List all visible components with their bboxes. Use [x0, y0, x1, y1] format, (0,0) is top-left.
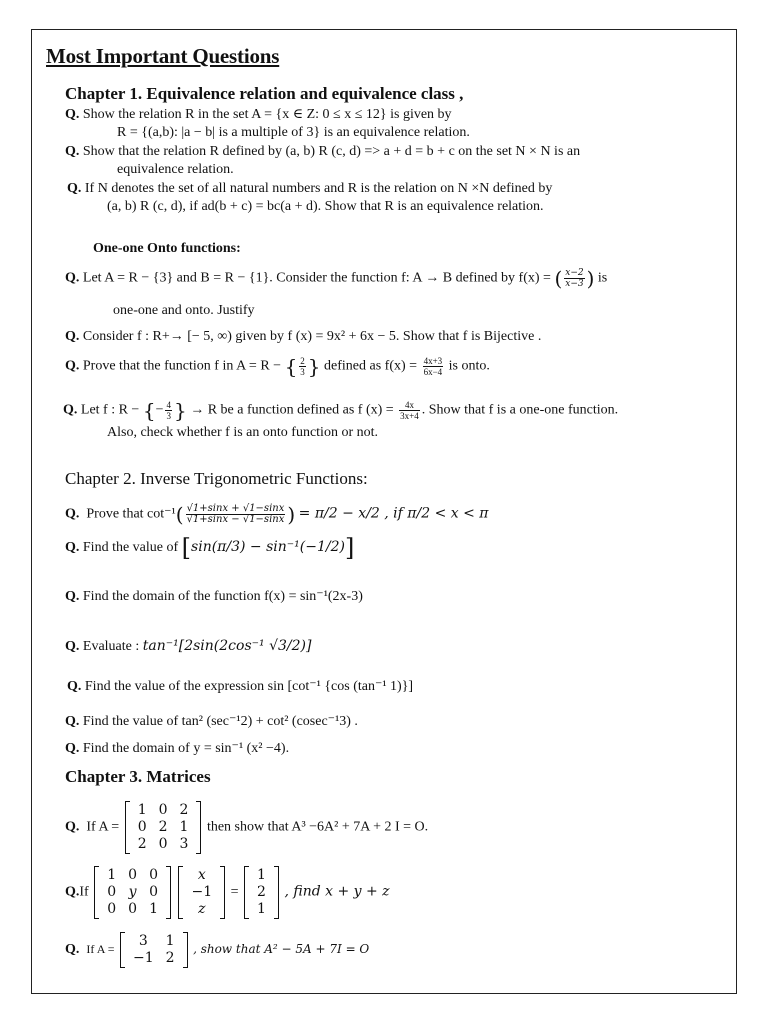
question-1-7-line2: Also, check whether f is an onto function or not.	[107, 425, 378, 440]
subheading-one-one-onto: One-one Onto functions:	[93, 241, 241, 256]
question-3-3: Q. If A = 3 1 −1 2 , show that A² − 5A + 7I = O	[65, 933, 370, 966]
question-2-6: Q. Find the value of tan² (sec⁻¹2) + cot² (cosec⁻¹3) .	[65, 714, 358, 729]
question-2-3: Q. Find the domain of the function f(x) = sin⁻¹(2x-3)	[65, 589, 363, 604]
question-1-4: Q. Let A = R − {3} and B = R − {1}. Consider the function f: A → B defined by f(x) = ( $\frac{x-2}{x-3}$ ) is	[65, 266, 608, 291]
coefficient-matrix: 1 0 0 0 y 0 0 0 1	[94, 866, 171, 919]
question-2-1: Q. Prove that cot⁻¹( $\frac{√1+\sin x + √1-\sin x}{√1+\sin x - √1-\sin x}$ ) = π/2 − x/2 , if π/2 < x < π	[65, 502, 489, 527]
question-1-6: Q. Prove that the function f in A = R − { $\frac{2}{3}$ } defined as f(x) = $\frac{4x+3}{6x-4}$ is onto.	[65, 354, 490, 379]
set-fraction: $\frac{4}{3}$	[166, 400, 171, 421]
set-fraction: $\frac{2}{3}$	[300, 356, 305, 377]
question-1-1-line2: R = {(a,b): |a − b| is a multiple of 3} is an equivalence relation.	[117, 125, 470, 140]
fraction: $\frac{4x+3}{6x-4}$	[423, 356, 443, 377]
question-2-2: Q. Find the value of [sin(π/3) − sin⁻¹(−1/2)]	[65, 533, 355, 562]
matrix-a-2x2: 3 1 −1 2	[120, 932, 188, 968]
question-1-5: Q. Consider f : R+→ [− 5, ∞) given by f (x) = 9x² + 6x − 5. Show that f is Bijective .	[65, 329, 542, 344]
question-1-4-line2: one-one and onto. Justify	[113, 303, 255, 318]
question-1-2: Q. Show that the relation R defined by (a, b) R (c, d) => a + d = b + c on the set N × N is an	[65, 144, 581, 159]
question-3-2: Q.If 1 0 0 0 y 0 0 0 1 x −1 z = 1 2 1 , find x + y + z	[65, 867, 390, 917]
question-3-1: Q. If A = 1 0 2 0 2 1 2 0 3 then show that A³ −6A² + 7A + 2 I = O.	[65, 802, 429, 852]
question-2-5: Q. Find the value of the expression sin [cot⁻¹ {cos (tan⁻¹ 1)}]	[67, 679, 414, 694]
question-1-1: Q. Show the relation R in the set A = {x ∈ Z: 0 ≤ x ≤ 12} is given by	[65, 107, 452, 122]
question-2-7: Q. Find the domain of y = sin⁻¹ (x² −4).	[65, 741, 290, 756]
chapter-2-heading: Chapter 2. Inverse Trigonometric Functions:	[65, 469, 368, 488]
question-1-2-line2: equivalence relation.	[117, 162, 234, 177]
page-title: Most Important Questions	[46, 44, 280, 68]
chapter-1-heading: Chapter 1. Equivalence relation and equivalence class ,	[65, 84, 464, 103]
question-1-3: Q. If N denotes the set of all natural numbers and R is the relation on N ×N defined by	[67, 181, 553, 196]
fraction: $\frac{x-2}{x-3}$	[565, 268, 584, 289]
question-1-3-line2: (a, b) R (c, d), if ad(b + c) = bc(a + d). Show that R is an equivalence relation.	[107, 199, 544, 214]
fraction: $\frac{4x}{3x+4}$	[400, 400, 419, 421]
chapter-3-heading: Chapter 3. Matrices	[65, 767, 211, 786]
matrix-a: 1 0 2 0 2 1 2 0 3	[125, 801, 202, 854]
variable-vector: x −1 z	[178, 866, 225, 919]
question-2-4: Q. Evaluate : tan⁻¹[2sin(2cos⁻¹ √3/2)]	[65, 638, 312, 654]
cot-fraction: $\frac{√1+\sin x + √1-\sin x}{√1+\sin x - √1-\sin x}$	[186, 503, 285, 525]
result-vector: 1 2 1	[244, 866, 279, 919]
question-1-7: Q. Let f : R − {− $\frac{4}{3}$ } → R be a function defined as f (x) = $\frac{4x}{3x+4}$ . Show that f is a one-one function.	[63, 398, 619, 423]
